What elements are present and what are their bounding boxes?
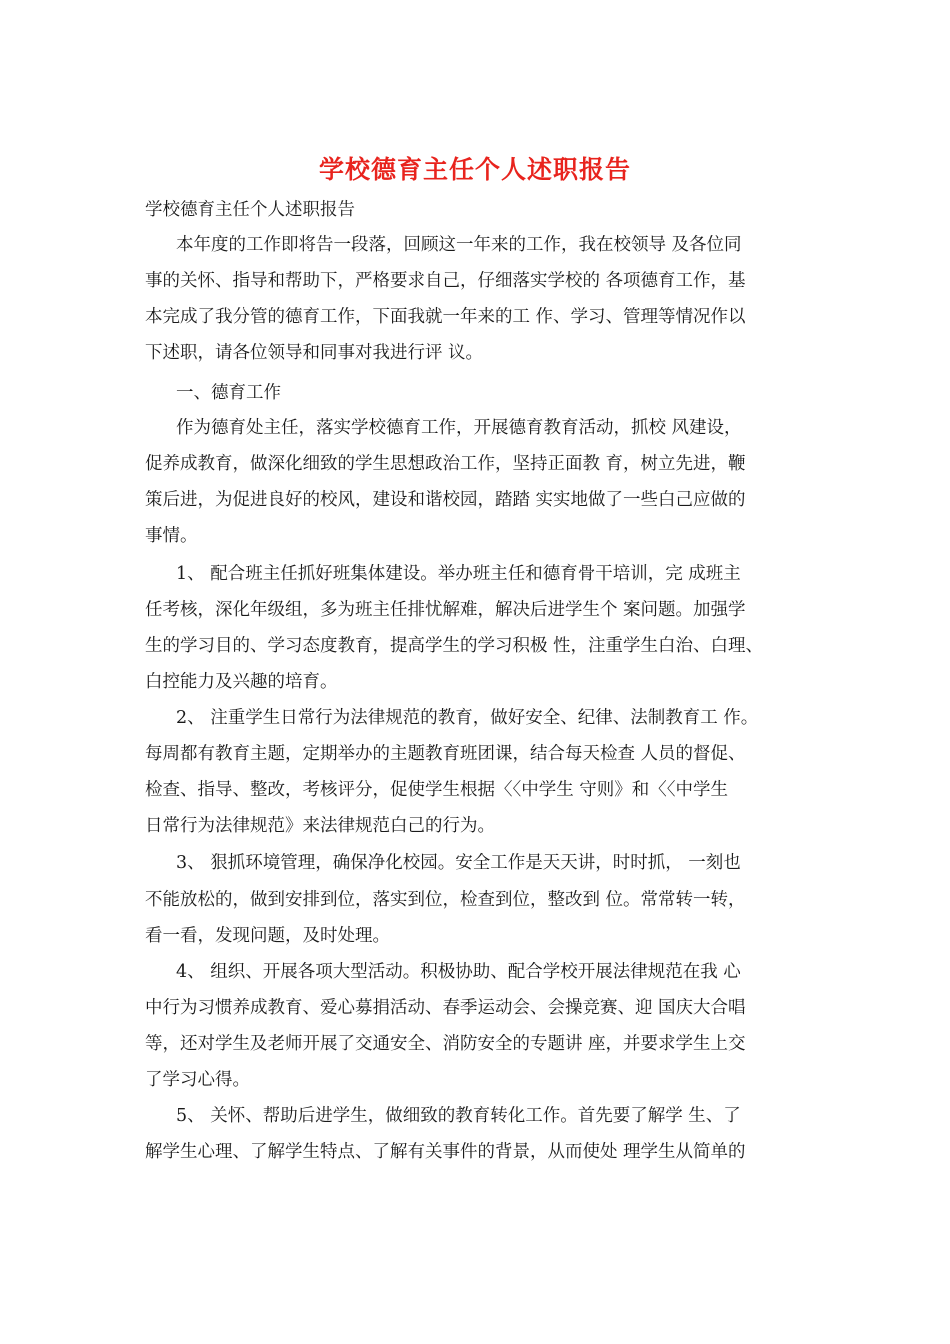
list-item-line: 5、 关怀、帮助后进学生，做细致的教育转化工作。首先要了解学 生、了 <box>176 1106 741 1126</box>
list-item-line: 1、 配合班主任抓好班集体建设。举办班主任和德育骨干培训，完 成班主 <box>176 564 741 584</box>
document-title: 学校德育主任个人述职报告 <box>318 155 631 184</box>
body-line: 事的关怀、指导和帮助下，严格要求自己，仔细落实学校的 各项德育工作，基 <box>145 271 746 291</box>
body-line: 本完成了我分管的德育工作，下面我就一年来的工 作、学习、管理等情况作以 <box>145 307 746 327</box>
list-item-line: 4、 组织、开展各项大型活动。积极协助、配合学校开展法律规范在我 心 <box>176 962 741 982</box>
body-line: 等，还对学生及老师开展了交通安全、消防安全的专题讲 座，并要求学生上交 <box>145 1034 746 1054</box>
body-line: 日常行为法律规范》来法律规范白己的行为。 <box>145 816 495 836</box>
body-line: 促养成教育，做深化细致的学生思想政治工作，坚持正面教 育，树立先进，鞭 <box>145 454 746 474</box>
body-line: 了学习心得。 <box>145 1070 250 1090</box>
body-line: 看一看，发现问题，及时处理。 <box>145 926 390 946</box>
body-line: 本年度的工作即将告一段落，回顾这一年来的工作，我在校领导 及各位同 <box>176 235 742 255</box>
body-line: 解学生心理、了解学生特点、了解有关事件的背景，从而使处 理学生从简单的 <box>145 1142 746 1162</box>
body-line: 下述职，请各位领导和同事对我进行评 议。 <box>145 343 484 363</box>
body-line: 生的学习目的、学习态度教育，提高学生的学习积极 性，注重学生白治、白理、 <box>145 636 764 656</box>
body-line: 任考核，深化年级组，多为班主任排忧解难，解决后进学生个 案问题。加强学 <box>145 600 746 620</box>
body-line: 白控能力及兴趣的培育。 <box>145 672 338 692</box>
body-line: 不能放松的，做到安排到位，落实到位，检查到位，整改到 位。常常转一转， <box>145 890 746 910</box>
body-line: 事情。 <box>145 526 198 546</box>
list-item-line: 3、 狠抓环境管理，确保净化校园。安全工作是天天讲，时时抓， 一刻也 <box>176 853 741 873</box>
section-heading: 一、德育工作 <box>176 383 281 403</box>
subtitle-line: 学校德育主任个人述职报告 <box>145 200 355 220</box>
body-line: 中行为习惯养成教育、爱心募捐活动、春季运动会、会操竞赛、迎 国庆大合唱 <box>145 998 746 1018</box>
body-line: 检查、指导、整改，考核评分，促使学生根据〈〈中学生 守则》和〈〈中学生 <box>145 780 729 800</box>
list-item-line: 2、 注重学生日常行为法律规范的教育，做好安全、纪律、法制教育工 作。 <box>176 708 759 728</box>
body-line: 策后进，为促进良好的校风，建设和谐校园，踏踏 实实地做了一些白己应做的 <box>145 490 746 510</box>
body-line: 每周都有教育主题，定期举办的主题教育班团课，结合每天检查 人员的督促、 <box>145 744 746 764</box>
body-line: 作为德育处主任，落实学校德育工作，开展德育教育活动，抓校 风建设， <box>176 418 742 438</box>
